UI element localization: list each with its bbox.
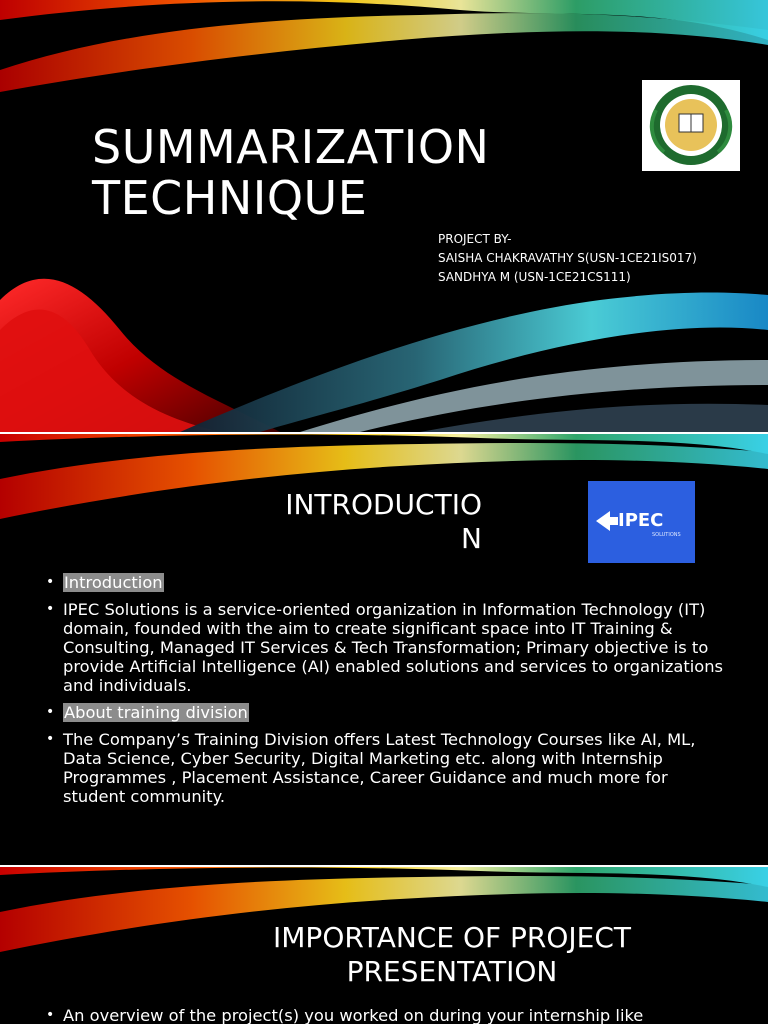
list-item: [46, 573, 726, 592]
list-item: [46, 600, 726, 695]
bullet-text: An overview of the project(s) you worked on during your internship like: [63, 1006, 644, 1024]
bullet-text: IPEC Solutions is a service-oriented organization in Information Technology (IT) domain, founded with the aim to create significant space into IT Training & Consulting, Managed IT Services & Tech Transformation; Primary objective is to provide Artificial Intelligence (AI) enabled solutions and services to organizations and individuals.: [63, 600, 724, 695]
authors-block: [438, 230, 697, 287]
ipec-logo-icon: [588, 481, 695, 563]
project-by-label: PROJECT BY-: [438, 232, 512, 246]
bullet-list: [46, 573, 726, 814]
bullet-text: The Company’s Training Division offers Latest Technology Courses like AI, ML, Data Science, Cyber Security, Digital Marketing etc. along with Internship Programmes , Placement Assistance, Career Guidance and much more for student community.: [63, 730, 696, 806]
author-1: SAISHA CHAKRAVATHY S(USN-1CE21IS017): [438, 251, 697, 265]
title-line-2: PRESENTATION: [346, 955, 558, 988]
bullet-list: [46, 1006, 726, 1024]
author-2: SANDHYA M (USN-1CE21CS111): [438, 270, 631, 284]
slide-title: [230, 921, 674, 989]
importance-slide: [0, 867, 768, 1024]
ipec-logo: [588, 481, 695, 563]
bullet-icon: •: [46, 704, 55, 720]
presentation-title: [92, 122, 489, 224]
bullet-icon: •: [46, 1007, 55, 1023]
title-line-1: INTRODUCTIO: [285, 488, 482, 521]
ipec-logo-subtext: SOLUTIONS: [652, 532, 681, 538]
slide-title: [250, 488, 482, 556]
bullet-heading: Introduction: [64, 573, 163, 592]
bullet-icon: •: [46, 731, 55, 747]
introduction-slide: [0, 434, 768, 865]
bullet-heading: About training division: [64, 703, 248, 722]
title-line-2: TECHNIQUE: [92, 171, 368, 225]
bullet-icon: •: [46, 574, 55, 590]
college-seal-icon: [642, 80, 740, 171]
college-logo: [642, 80, 740, 171]
list-item: [46, 1006, 726, 1024]
title-line-1: IMPORTANCE OF PROJECT: [273, 921, 631, 954]
title-line-2: N: [461, 522, 482, 555]
list-item: [46, 703, 726, 722]
list-item: [46, 730, 726, 806]
title-line-1: SUMMARIZATION: [92, 120, 490, 174]
ipec-logo-text: IPEC: [618, 510, 664, 531]
bullet-icon: •: [46, 601, 55, 617]
title-slide: [0, 0, 768, 432]
